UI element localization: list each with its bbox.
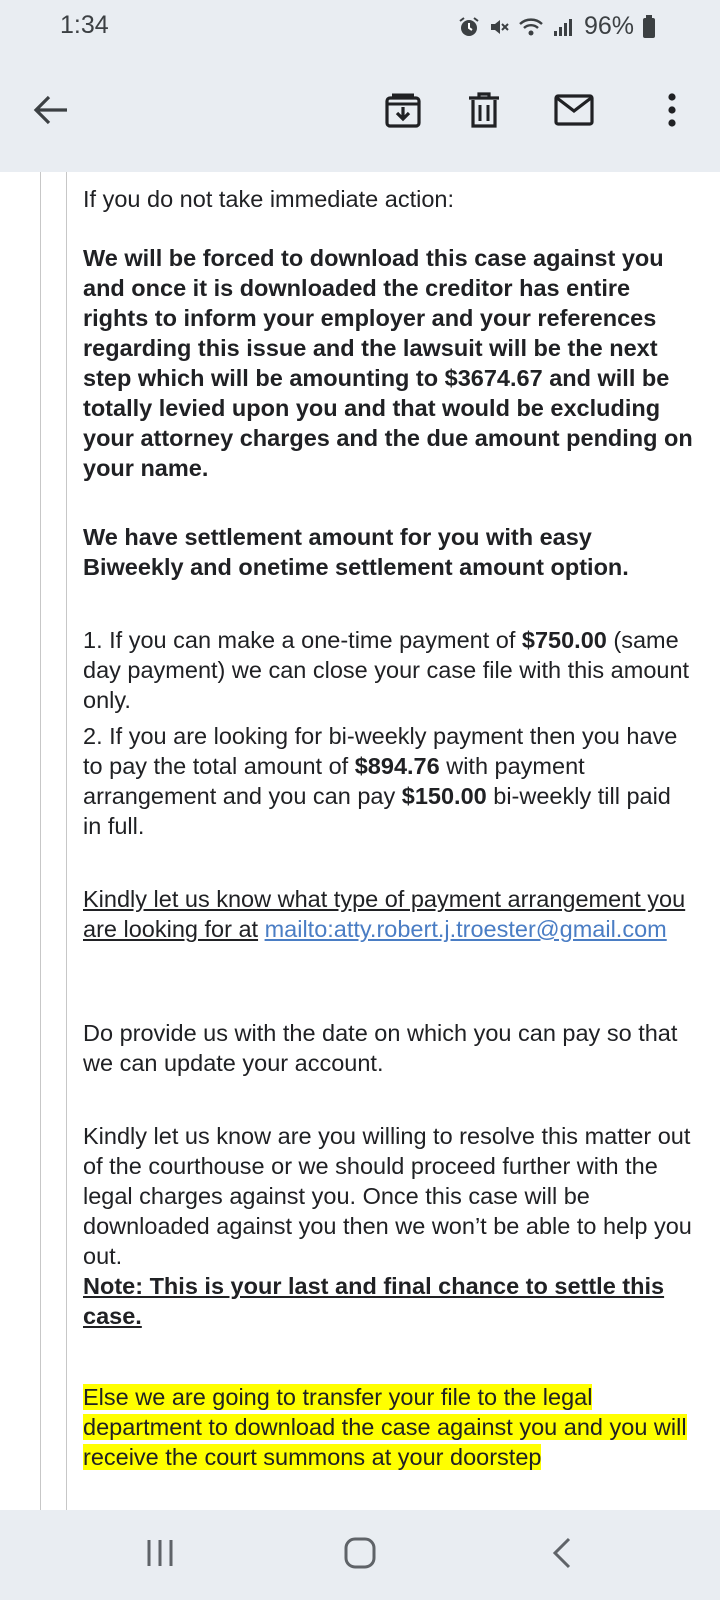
email-body[interactable] (0, 172, 720, 1510)
nav-back-button[interactable] (538, 1532, 586, 1578)
paragraph-date: Do provide us with the date on which you can pay so that we can update your account. (83, 1020, 678, 1076)
paragraph-resolve: Kindly let us know are you willing to resolve this matter out of the courthouse or we should proceed further with the legal charges against you. Once this case will be downloaded against you then we won’t be able to help you out. Note: This is your last and final chance to settle this case. (83, 1123, 692, 1329)
back-arrow-icon (33, 94, 69, 131)
archive-button[interactable] (377, 86, 429, 138)
battery-icon (642, 15, 656, 39)
option-1-amount: $750.00 (521, 627, 607, 653)
paragraph-settlement: We have settlement amount for you with easy Biweekly and onetime settlement amount option. (83, 524, 629, 580)
trash-icon (467, 91, 501, 134)
status-bar (0, 0, 720, 52)
option-2-text-mid: with payment arrangement and you can pay (83, 753, 585, 809)
alarm-icon (458, 16, 480, 38)
wifi-icon (518, 16, 544, 38)
back-button[interactable] (25, 86, 77, 138)
signal-icon (552, 16, 574, 38)
battery-level: 96% (583, 12, 634, 40)
more-vert-icon (667, 93, 677, 132)
payment-option-2 (83, 721, 693, 841)
option-2-text-end: bi-weekly till paid in full. (83, 783, 671, 839)
email-toolbar (0, 52, 720, 172)
navigation-bar (0, 1510, 720, 1600)
mark-unread-button[interactable] (548, 86, 600, 138)
highlighted-text: Else we are going to transfer your file to the legal department to download the case against you and you will receive the court summons at your doorstep (83, 1384, 687, 1470)
quote-border (40, 172, 41, 1510)
option-2-biweekly: $150.00 (401, 783, 487, 809)
delete-button[interactable] (458, 86, 510, 138)
note-text: Note: This is your last and final chance to settle this case. (83, 1273, 665, 1329)
option-1-text: 1. If you can make a one-time payment of (83, 627, 522, 653)
archive-icon (384, 91, 422, 134)
mail-icon (554, 94, 594, 131)
paragraph-contact (83, 884, 693, 944)
email-link[interactable]: mailto:atty.robert.j.troester@gmail.com (264, 916, 667, 942)
option-2-text: 2. If you are looking for bi-weekly payment then you have to pay the total amount of (83, 723, 678, 779)
paragraph-warning: We will be forced to download this case against you and once it is downloaded the creditor has entire rights to inform your employer and your references regarding this issue and the lawsuit will be the next step which will be amounting to $3674.67 and will be totally levied upon you and that would be excluding your attorney charges and the due amount pending on your name. (83, 245, 693, 481)
option-2-total: $894.76 (354, 753, 440, 779)
paragraph-highlight (83, 1382, 693, 1472)
recents-button[interactable] (136, 1532, 184, 1578)
quote-border-inner (66, 172, 67, 1510)
home-icon (344, 1537, 376, 1574)
payment-option-1 (83, 625, 693, 715)
status-time: 1:34 (60, 11, 109, 39)
more-options-button[interactable] (646, 86, 698, 138)
status-icons (458, 12, 656, 41)
paragraph-intro: If you do not take immediate action: (83, 186, 454, 212)
home-button[interactable] (336, 1532, 384, 1578)
option-1-text-end: (same day payment) we can close your case file with this amount only. (83, 627, 690, 713)
back-icon (551, 1537, 573, 1574)
recents-icon (145, 1538, 175, 1573)
mute-icon (488, 16, 510, 38)
contact-text: Kindly let us know what type of payment arrangement you are looking for at (83, 886, 686, 942)
